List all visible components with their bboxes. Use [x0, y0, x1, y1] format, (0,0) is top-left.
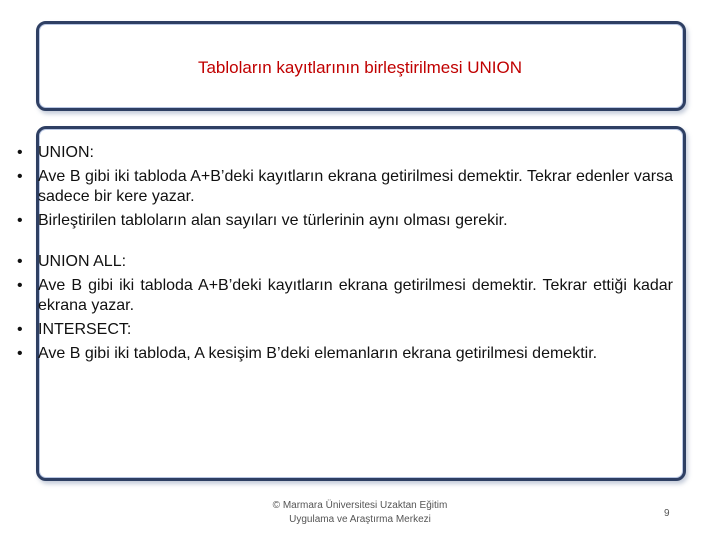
footer-credit — [240, 499, 480, 527]
bullet-text-intersect-desc: Ave B gibi iki tabloda, A kesişim B’deki elemanların ekrana getirilmesi demektir. — [38, 345, 598, 362]
bullet-item — [17, 344, 673, 364]
bullet-text-union-heading: UNION: — [38, 144, 94, 161]
bullet-item — [17, 211, 673, 231]
bullet-dot: • — [17, 144, 23, 161]
section-gap — [17, 235, 673, 252]
bullet-text-union-all-heading: UNION ALL: — [38, 253, 127, 270]
bullet-dot: • — [17, 168, 23, 185]
bullet-dot: • — [17, 277, 23, 294]
bullet-item — [17, 276, 673, 316]
bullet-item — [17, 252, 673, 272]
bullet-dot: • — [17, 212, 23, 229]
bullet-item — [17, 143, 673, 163]
bullet-text-intersect-heading: INTERSECT: — [38, 321, 132, 338]
bullet-dot: • — [17, 253, 23, 270]
footer-line-1: © Marmara Üniversitesi Uzaktan Eğitim — [272, 500, 448, 511]
page-number: 9 — [664, 508, 670, 519]
bullet-dot: • — [17, 345, 23, 362]
bullet-dot: • — [17, 321, 23, 338]
bullet-item — [17, 320, 673, 340]
footer-line-2: Uygulama ve Araştırma Merkezi — [289, 514, 431, 525]
bullet-text-union-requirement: Birleştirilen tabloların alan sayıları ve türlerinin aynı olması gerekir. — [38, 212, 508, 229]
bullet-text-union-desc: Ave B gibi iki tabloda A+B’deki kayıtların ekrana getirilmesi demektir. Tekrar edenler varsa sadece bir kere yazar. — [38, 168, 673, 205]
bullet-item — [17, 167, 673, 207]
slide-content — [17, 143, 673, 368]
slide-title: Tabloların kayıtlarının birleştirilmesi UNION — [197, 58, 523, 77]
bullet-text-union-all-desc: Ave B gibi iki tabloda A+B’deki kayıtların ekrana getirilmesi demektir. Tekrar ettiği kadar ekrana yazar. — [38, 277, 673, 314]
